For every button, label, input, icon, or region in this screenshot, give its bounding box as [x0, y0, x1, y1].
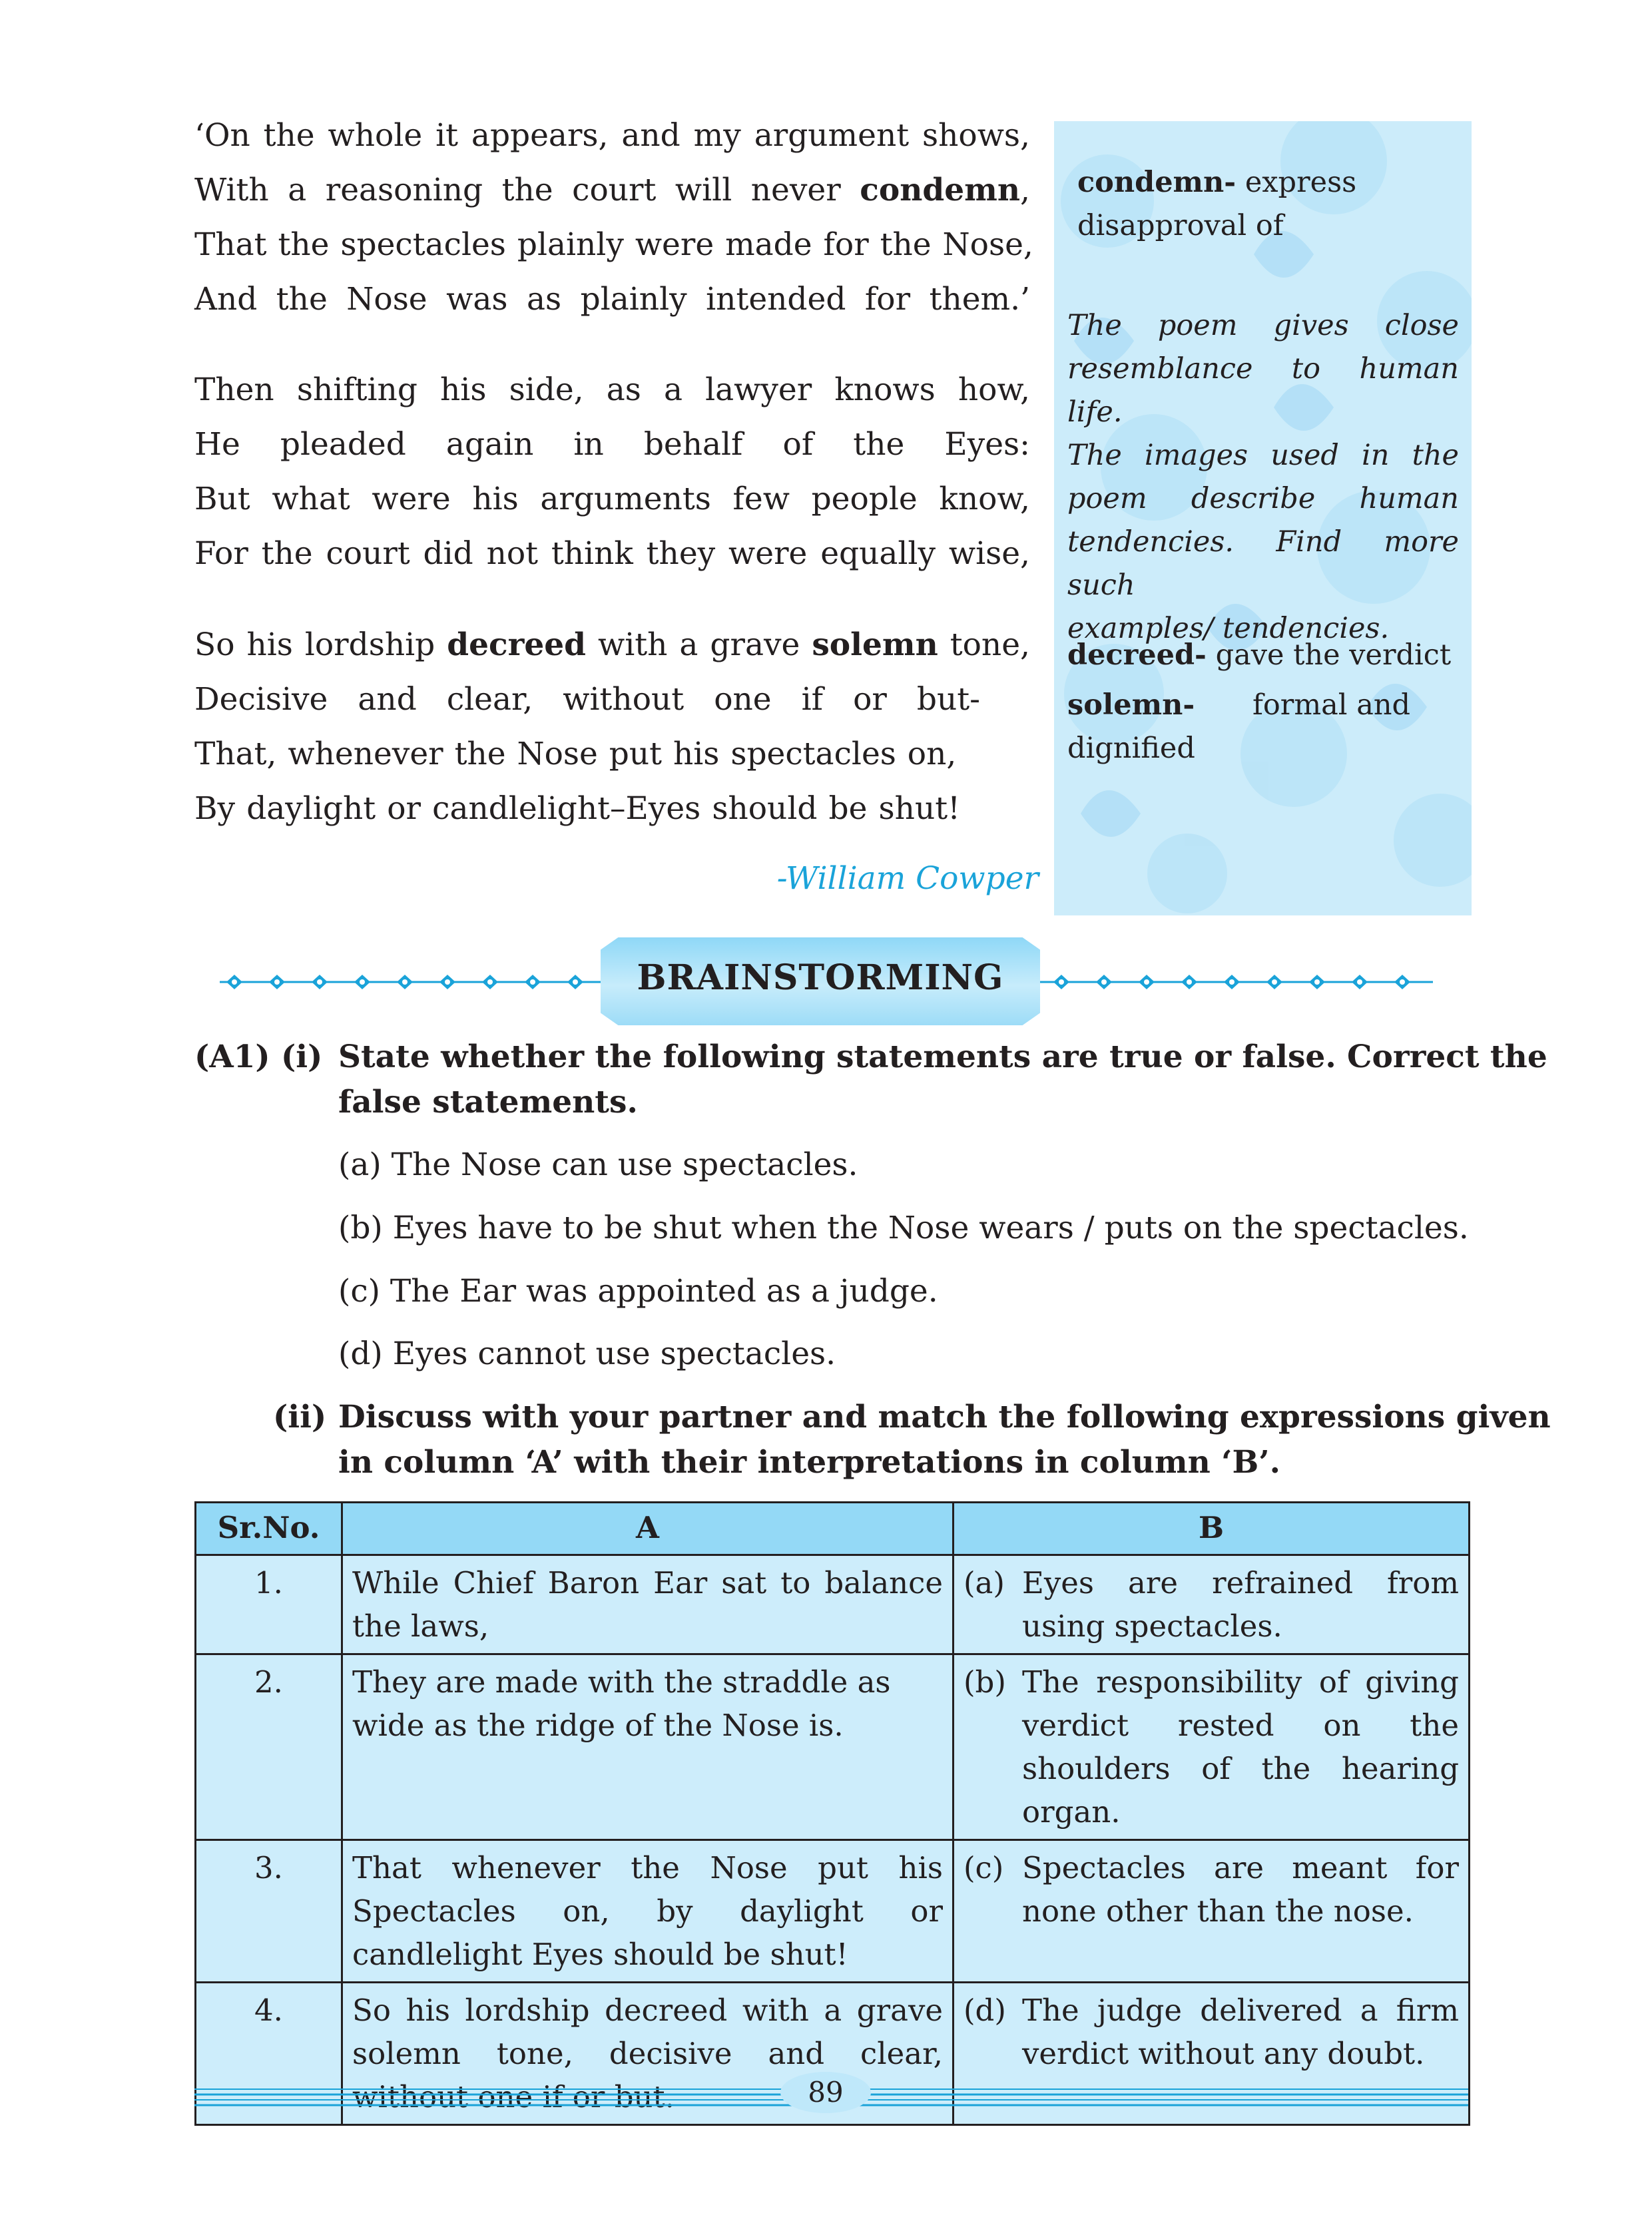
note-line: The images used in the — [1067, 439, 1459, 472]
glossary-entry-condemn — [1077, 161, 1450, 248]
poem-text: So his lordship — [194, 626, 435, 663]
poem-line: For the court did not think they were equally wise, — [194, 535, 1030, 572]
glossary-definition: disapproval of — [1077, 209, 1284, 242]
question-instruction: in column ‘A’ with their interpretations in column ‘B’. — [338, 1444, 1280, 1481]
table-cell: 2. — [196, 1654, 342, 1840]
note-line: resemblance to human life. — [1067, 352, 1459, 429]
option-label: (a) — [964, 1565, 1005, 1601]
table-cell: They are made with the straddle as wide as the ridge of the Nose is. — [342, 1654, 954, 1840]
glossary-entry-solemn — [1067, 684, 1459, 770]
question-instruction: false statements. — [338, 1084, 638, 1120]
table-cell: While Chief Baron Ear sat to balance the laws, — [342, 1555, 954, 1654]
glossary-definition: dignified — [1067, 732, 1195, 765]
glossary-sidebar — [1054, 121, 1472, 915]
poem-line: Then shifting his side, as a lawyer knows how, — [194, 371, 1030, 408]
section-heading: BRAINSTORMING — [637, 957, 1004, 998]
poem-text: , — [1020, 172, 1030, 208]
table-cell — [954, 1555, 1470, 1654]
table-cell — [954, 1654, 1470, 1840]
question-label: (ii) — [273, 1399, 327, 1435]
option-label: (b) — [964, 1664, 1006, 1700]
table-row — [196, 1654, 1470, 1840]
glossary-note — [1067, 304, 1459, 650]
glossary-word: condemn- — [1077, 166, 1237, 199]
poem-line: That, whenever the Nose put his spectacles on, — [194, 736, 957, 772]
glossary-definition: formal and — [1252, 688, 1411, 722]
question-instruction: State whether the following statements are true or false. Correct the — [338, 1039, 1547, 1075]
option-text: Eyes are refrained from using spectacles. — [1022, 1565, 1459, 1644]
poem-text: With a reasoning the court will never — [194, 172, 841, 208]
column-header: B — [954, 1503, 1470, 1555]
table-header-row — [196, 1503, 1470, 1555]
diamond-chain-right-decoration — [1040, 972, 1433, 992]
poem-line — [194, 626, 1030, 664]
table-cell: 1. — [196, 1555, 342, 1654]
option-text: The responsibility of giving verdict rested on the shoulders of the hearing organ. — [1022, 1664, 1459, 1830]
glossary-word: decreed- — [1067, 638, 1207, 672]
glossary-definition: gave the verdict — [1215, 638, 1452, 672]
list-item: (c) The Ear was appointed as a judge. — [338, 1273, 938, 1310]
note-line: examples/ tendencies. — [1067, 612, 1390, 645]
poem-line: Decisive and clear, without one if or but- — [194, 681, 980, 718]
poem-line — [194, 171, 1030, 210]
table-cell: So his lordship decreed with a grave solemn tone, decisive and clear, without one if or but. — [342, 1983, 954, 2125]
poem-author: -William Cowper — [776, 860, 1039, 897]
table-row — [196, 1840, 1470, 1983]
poem-text: with a grave — [598, 626, 800, 663]
note-line: tendencies. Find more such — [1067, 525, 1459, 602]
list-item: (d) Eyes cannot use spectacles. — [338, 1336, 836, 1372]
poem-line: And the Nose was as plainly intended for them.’ — [194, 281, 1030, 318]
column-header: Sr.No. — [196, 1503, 342, 1555]
note-line: poem describe human — [1067, 482, 1459, 515]
poem-text: tone, — [950, 626, 1030, 663]
glossary-entry-decreed — [1067, 634, 1459, 677]
poem-line: ‘On the whole it appears, and my argument shows, — [194, 117, 1030, 154]
table-cell: That whenever the Nose put his Spectacles on, by daylight or candlelight Eyes should be shut! — [342, 1840, 954, 1983]
poem-line: But what were his arguments few people know, — [194, 481, 1030, 517]
column-header: A — [342, 1503, 954, 1555]
table-cell: 4. — [196, 1983, 342, 2125]
poem-bold-word: condemn — [860, 172, 1021, 208]
poem-line: By daylight or candlelight–Eyes should be shut! — [194, 790, 960, 827]
match-table — [194, 1501, 1470, 2126]
question-label: (A1) (i) — [194, 1039, 323, 1075]
poem-line: That the spectacles plainly were made for the Nose, — [194, 226, 1033, 263]
table-row — [196, 1555, 1470, 1654]
list-item: (a) The Nose can use spectacles. — [338, 1146, 858, 1183]
option-label: (c) — [964, 1850, 1004, 1885]
poem-bold-word: decreed — [447, 626, 587, 663]
option-label: (d) — [964, 1993, 1006, 2028]
page-number: 89 — [780, 2072, 871, 2113]
question-instruction: Discuss with your partner and match the following expressions given — [338, 1399, 1551, 1435]
option-text: The judge delivered a firm verdict without any doubt. — [1022, 1993, 1459, 2071]
option-text: Spectacles are meant for none other than the nose. — [1022, 1850, 1459, 1929]
poem-line: He pleaded again in behalf of the Eyes: — [194, 426, 1030, 463]
section-heading-banner — [0, 937, 1652, 1031]
note-line: The poem gives close — [1067, 309, 1459, 342]
glossary-word: solemn- — [1067, 688, 1195, 722]
glossary-definition: express — [1244, 166, 1357, 199]
poem-bold-word: solemn — [812, 626, 938, 663]
table-cell: 3. — [196, 1840, 342, 1983]
list-item: (b) Eyes have to be shut when the Nose wears / puts on the spectacles. — [338, 1210, 1469, 1246]
table-cell — [954, 1840, 1470, 1983]
diamond-chain-left-decoration — [220, 972, 601, 992]
